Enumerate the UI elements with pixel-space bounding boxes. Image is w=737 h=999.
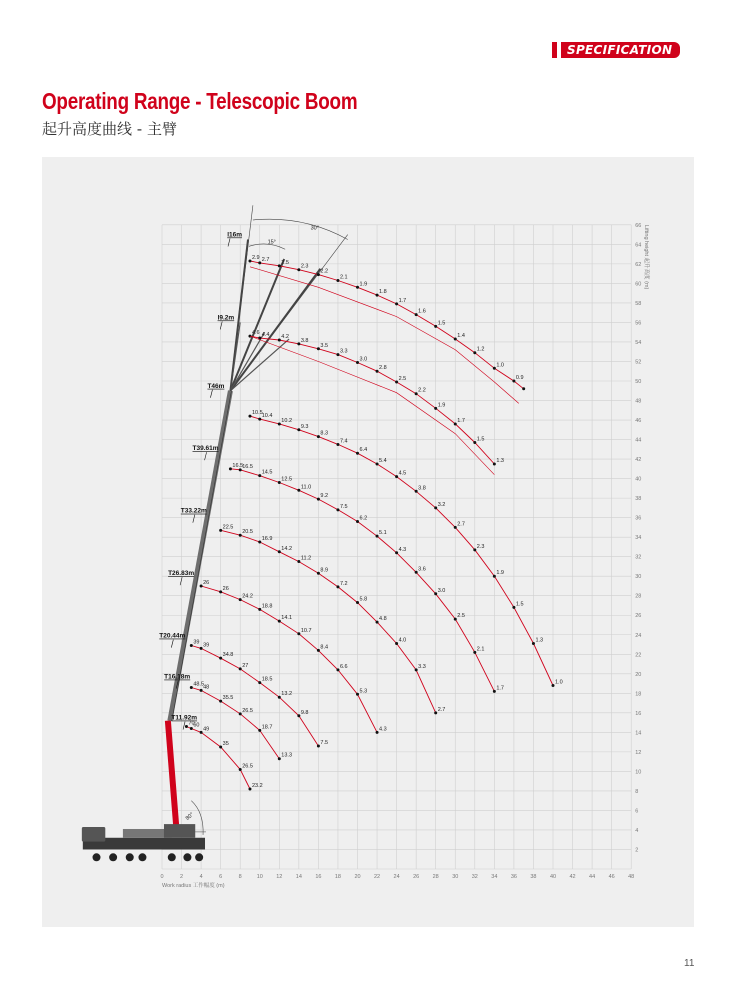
y-tick-label: 8 [635, 788, 639, 795]
y-tick-label: 52 [635, 359, 642, 366]
load-label: 4.3 [379, 726, 387, 733]
load-label: 3.0 [359, 356, 368, 363]
y-tick-label: 14 [635, 730, 642, 737]
load-label: 2.2 [418, 387, 426, 394]
truck-cab [82, 827, 105, 842]
load-label: 12.5 [281, 476, 293, 483]
boom-label-arrow [171, 640, 173, 648]
load-label: 11.0 [300, 484, 312, 491]
load-curve [250, 261, 524, 389]
x-tick-label: 4 [199, 874, 203, 880]
x-tick-label: 10 [256, 874, 263, 880]
x-tick-label: 46 [608, 874, 615, 880]
load-label: 1.9 [437, 402, 446, 409]
load-label: 23.2 [251, 782, 263, 789]
load-label: 7.2 [339, 580, 348, 587]
load-label: 2.7 [437, 706, 446, 713]
load-label: 4.6 [251, 330, 260, 337]
load-label: 3.2 [437, 501, 446, 508]
load-label: 2.7 [261, 256, 270, 263]
load-label: 18.5 [261, 676, 273, 683]
chart-grid [162, 225, 631, 869]
load-label: 3.0 [437, 587, 446, 594]
load-label: 10.5 [251, 410, 263, 417]
load-curve [250, 336, 494, 464]
y-tick-label: 28 [635, 593, 642, 600]
y-tick-label: 50 [635, 379, 642, 385]
x-tick-label: 8 [238, 874, 242, 880]
y-tick-label: 66 [635, 222, 642, 229]
load-label: 16.9 [261, 536, 273, 543]
load-label: 26 [203, 579, 210, 586]
y-tick-label: 48 [635, 398, 642, 405]
truck-wheel [93, 853, 101, 861]
y-tick-label: 30 [635, 574, 642, 581]
load-label: 16.5 [232, 462, 244, 469]
x-tick-label: 14 [295, 874, 302, 880]
load-label: 2.1 [339, 274, 348, 281]
load-label: 2.5 [398, 375, 407, 382]
boom-label-arrow [183, 722, 185, 730]
boom-label-arrow [193, 515, 195, 523]
load-label: 1.7 [398, 297, 407, 304]
angle-ref-line [230, 235, 347, 391]
y-tick-label: 46 [635, 418, 642, 425]
load-label: 3.6 [418, 566, 426, 573]
load-label: 14.2 [281, 545, 293, 552]
x-tick-label: 6 [219, 874, 223, 880]
load-label: 2.8 [379, 365, 387, 372]
load-label: 8.3 [320, 430, 329, 437]
load-label: 10.2 [281, 417, 293, 424]
x-tick-label: 24 [393, 874, 400, 880]
x-tick-label: 42 [569, 874, 576, 880]
load-label: 1.9 [359, 281, 368, 288]
load-label: 9.8 [300, 709, 309, 716]
x-tick-label: 2 [180, 874, 184, 880]
load-label: 27 [242, 662, 249, 669]
load-label: 4.2 [281, 334, 289, 341]
load-label: 48.5 [193, 681, 205, 688]
crane-boom [82, 205, 348, 861]
load-label: 3.8 [300, 337, 309, 344]
page-title: Operating Range - Telescopic Boom [42, 88, 358, 114]
x-tick-label: 32 [471, 874, 478, 880]
load-label: 8.4 [320, 644, 329, 651]
load-label: 49 [203, 726, 210, 733]
chart-axes [160, 223, 651, 889]
y-tick-label: 10 [635, 769, 642, 776]
crane-turret [164, 824, 195, 838]
load-label: 1.8 [379, 289, 387, 296]
load-label: 3.8 [418, 485, 426, 492]
y-tick-label: 62 [635, 261, 642, 268]
load-label: 13.3 [281, 752, 293, 759]
load-label: 2.5 [457, 613, 465, 620]
badge-text: SPECIFICATION [561, 42, 680, 58]
boom-edge [172, 391, 232, 721]
load-label: 8.9 [320, 567, 329, 574]
envelope-curve [250, 336, 494, 475]
load-label: 1.4 [457, 333, 465, 340]
truck-wheel [168, 853, 176, 861]
truck-carrier [82, 824, 205, 861]
load-label: 1.5 [515, 601, 524, 608]
boom-length-label: T39.61m [192, 445, 219, 453]
load-label: 1.3 [496, 457, 505, 464]
x-tick-label: 36 [510, 874, 517, 880]
load-label: 10.4 [261, 413, 273, 420]
x-tick-label: 0 [160, 874, 164, 880]
load-label: 0.9 [515, 375, 524, 381]
load-label: 3.3 [418, 663, 426, 670]
x-tick-label: 34 [491, 874, 498, 880]
y-tick-label: 6 [635, 808, 639, 815]
load-label: 5.8 [359, 596, 368, 603]
x-tick-label: 30 [452, 874, 459, 880]
load-label: 3.5 [320, 342, 329, 349]
load-label: 4.8 [379, 616, 387, 623]
load-label: 1.6 [418, 308, 426, 315]
y-tick-label: 56 [635, 320, 642, 327]
y-tick-label: 40 [635, 476, 642, 483]
load-label: 2.2 [320, 268, 329, 275]
y-tick-label: 20 [635, 671, 642, 678]
load-label: 4.3 [398, 546, 407, 553]
load-label: 48 [203, 684, 210, 691]
truck-wheel [195, 853, 203, 861]
x-tick-label: 20 [354, 874, 361, 880]
chart-labels [159, 231, 562, 788]
load-label: 39 [193, 639, 200, 646]
x-tick-label: 44 [589, 874, 596, 880]
boom-length-label: T11.92m [171, 714, 198, 722]
load-label: 1.2 [476, 346, 485, 353]
load-label: 1.5 [476, 436, 485, 443]
truck-wheel [138, 853, 146, 861]
angle-arc [253, 219, 348, 239]
y-tick-label: 22 [635, 652, 642, 659]
load-curve [201, 586, 377, 732]
load-label: 10.7 [300, 627, 312, 634]
load-label: 2.5 [281, 259, 289, 266]
load-label: 6.6 [339, 663, 348, 670]
x-tick-label: 48 [628, 874, 635, 880]
load-label: 2.3 [300, 263, 309, 270]
x-tick-label: 38 [530, 874, 537, 880]
y-tick-label: 34 [635, 535, 642, 542]
load-label: 39 [203, 642, 210, 649]
page-subtitle: 起升高度曲线 - 主臂 [42, 120, 177, 138]
x-tick-label: 12 [276, 874, 283, 880]
load-label: 9.3 [300, 423, 309, 430]
load-point [522, 387, 525, 390]
load-label: 4.5 [398, 470, 407, 477]
load-label: 1.5 [437, 320, 446, 327]
boom-base-section [168, 721, 177, 832]
load-label: 14.1 [281, 615, 293, 622]
load-label: 9.2 [320, 493, 329, 500]
x-tick-label: 18 [334, 874, 342, 880]
load-label: 11.2 [300, 555, 312, 562]
load-label: 1.7 [457, 417, 465, 424]
load-label: 22.5 [222, 524, 234, 531]
boom-label-arrow [228, 238, 230, 246]
load-label: 20.5 [242, 529, 253, 536]
telescopic-boom [170, 391, 231, 721]
y-tick-label: 32 [635, 554, 642, 561]
load-label: 4.0 [398, 637, 407, 644]
load-label: 1.3 [535, 637, 544, 644]
load-label: 2.7 [457, 521, 465, 528]
y-tick-label: 12 [635, 749, 642, 756]
load-label: 3.3 [339, 348, 348, 355]
load-label: 5.1 [379, 530, 387, 537]
y-tick-label: 36 [635, 515, 642, 522]
load-label: 35.5 [222, 695, 234, 702]
page-number: 11 [684, 958, 695, 969]
x-axis-label: Work radius 工作幅度 (m) [162, 883, 225, 889]
boom-length-label: T20.44m [159, 632, 186, 640]
boom-length-label: l9.2m [217, 314, 235, 322]
load-label: 18.8 [261, 603, 273, 610]
load-label: 1.7 [496, 685, 505, 692]
load-label: 6.2 [359, 515, 368, 522]
load-label: 5.3 [359, 688, 368, 695]
boom-length-label: T46m [207, 382, 225, 390]
y-tick-label: 42 [635, 457, 642, 464]
load-label: 24.2 [242, 593, 253, 600]
truck-wheel [109, 853, 117, 861]
load-label: 26.5 [242, 707, 253, 714]
angle-label-15: 15° [267, 239, 276, 246]
load-label: 6.4 [359, 447, 368, 454]
load-label: 7.5 [320, 740, 329, 747]
y-tick-label: 4 [635, 827, 639, 834]
boom-length-label: l16m [227, 231, 243, 239]
x-tick-label: 26 [413, 874, 420, 880]
load-label: 1.0 [555, 679, 563, 686]
y-tick-label: 64 [635, 242, 642, 249]
x-tick-label: 16 [315, 874, 322, 880]
y-tick-label: 26 [635, 613, 642, 620]
load-label: 2.3 [476, 543, 485, 550]
load-label: 34.8 [222, 652, 234, 659]
y-axis-label: Lifting height 起升高度 (m) [643, 224, 650, 290]
load-label: 7.5 [339, 503, 348, 510]
truck-wheel [126, 853, 134, 861]
load-label: 26 [222, 585, 229, 592]
y-tick-label: 24 [635, 632, 642, 639]
load-label: 35 [222, 741, 229, 747]
load-label: 1.9 [496, 570, 505, 577]
y-tick-label: 18 [635, 691, 642, 698]
boom-length-label: T33.22m [180, 507, 207, 515]
load-label: 14.5 [261, 469, 273, 476]
load-label: 26.5 [242, 763, 253, 770]
angle-label-30: 30° [310, 225, 319, 232]
load-label: 7.4 [339, 438, 348, 445]
truck-wheel [183, 853, 191, 861]
boom-length-label: T26.83m [168, 570, 195, 578]
x-tick-label: 22 [373, 874, 381, 880]
load-label: 70 [188, 720, 195, 727]
y-tick-label: 2 [635, 847, 639, 854]
load-curve [221, 530, 436, 713]
load-label: 5.4 [379, 457, 387, 464]
load-label: 16.5 [242, 463, 253, 470]
load-label: 4.4 [261, 332, 270, 339]
load-label: 60 [193, 722, 200, 729]
y-tick-label: 38 [635, 496, 642, 503]
load-label: 1.0 [496, 362, 505, 369]
y-tick-label: 58 [635, 300, 642, 307]
load-label: 18.7 [261, 724, 273, 731]
envelope-curve [250, 267, 519, 404]
y-tick-label: 54 [635, 339, 642, 346]
angle-label-80: 80° [184, 811, 196, 822]
load-label: 2.9 [251, 254, 260, 261]
y-tick-label: 44 [635, 437, 642, 444]
x-tick-label: 28 [432, 874, 439, 880]
y-tick-label: 60 [635, 281, 642, 288]
x-tick-label: 40 [549, 874, 557, 880]
load-label: 13.2 [281, 691, 293, 698]
y-tick-label: 16 [635, 710, 642, 717]
boom-label-arrow [210, 390, 212, 398]
load-label: 2.1 [476, 646, 485, 653]
load-curve [191, 688, 279, 759]
boom-length-label: T16.18m [164, 673, 191, 681]
